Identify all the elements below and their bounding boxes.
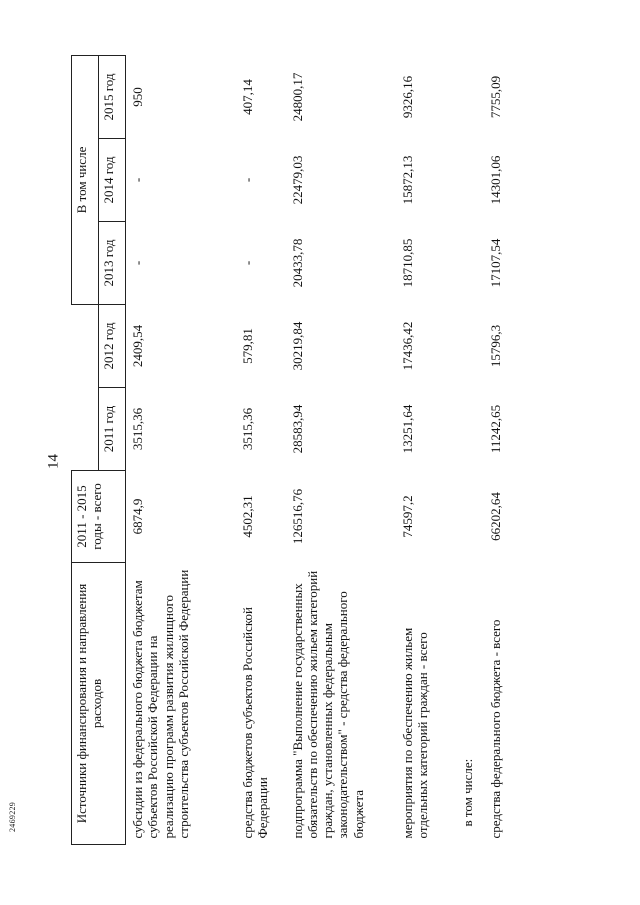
row-label: в том числе: [459,758,475,827]
table-row [126,56,236,845]
cell: 9326,16 [399,75,415,119]
cell: - [130,177,145,183]
page-number: 14 [45,454,62,469]
header-total: 2011 - 2015 годы - всего [72,471,126,563]
cell: 3515,36 [239,407,255,451]
document-id: 2469229 [8,801,17,832]
cell: 13251,64 [399,404,415,454]
row-label: субсидии из федерального бюджета бюджетам субъектов Российской Федерации на реализацию программ развития жилищного строительства субъектов Российской Федерации [130,569,191,839]
cell: - [130,260,145,266]
table-row [396,56,456,845]
row-label: мероприятия по обеспечению жильем отдельных категорий граждан - всего [399,627,430,839]
cell: 22479,03 [289,155,305,205]
cell: - [239,177,255,183]
cell [456,139,484,222]
cell: 14301,06 [487,155,503,205]
cell [456,305,484,388]
cell: 579,81 [239,328,255,364]
cell: 30219,84 [289,321,305,371]
header-year-2015: 2015 год [99,56,126,139]
cell: 28583,94 [289,404,305,454]
row-label: средства федерального бюджета - всего [487,619,503,839]
row-total: 6874,9 [130,498,145,535]
cell: 24800,17 [289,72,305,122]
cell: 20433,78 [289,238,305,288]
cell [456,222,484,305]
cell [456,56,484,139]
cell: 17436,42 [399,321,415,371]
cell: 7755,09 [487,75,503,119]
cell: 950 [130,87,145,107]
table-row [286,56,396,845]
cell: 15796,3 [487,324,503,368]
row-total: 126516,76 [289,488,305,545]
header-source: Источники финансирования и направления расходов [72,563,126,845]
cell: 18710,85 [399,238,415,288]
row-total: 4502,31 [239,495,255,538]
financing-table [71,55,528,845]
cell: 11242,65 [487,404,503,454]
cell: 3515,36 [130,407,145,451]
cell: 2409,54 [130,324,145,368]
cell: - [239,260,255,266]
row-total [456,471,484,563]
header-year-2014: 2014 год [99,139,126,222]
header-year-2011: 2011 год [99,388,126,471]
table-row [236,56,286,845]
cell: 407,14 [239,79,255,115]
cell: 15872,13 [399,155,415,205]
row-label: подпрограмма "Выполнение государственных обязательств по обеспечению жильем категорий граждан, установленных федеральным законодательством" - средства федерального бюджета [289,570,366,839]
table-row [484,56,528,845]
header-year-2012: 2012 год [99,305,126,388]
rotated-table-container [71,55,616,845]
header-group: В том числе [72,56,99,305]
header-year-2013: 2013 год [99,222,126,305]
cell: 17107,54 [487,238,503,288]
row-label: средства бюджетов субъектов Российской Федерации [239,607,270,839]
header-spacer [72,305,99,471]
row-total: 66202,64 [487,492,503,541]
row-total: 74597,2 [399,495,415,538]
table-row [456,56,484,845]
cell [456,388,484,471]
